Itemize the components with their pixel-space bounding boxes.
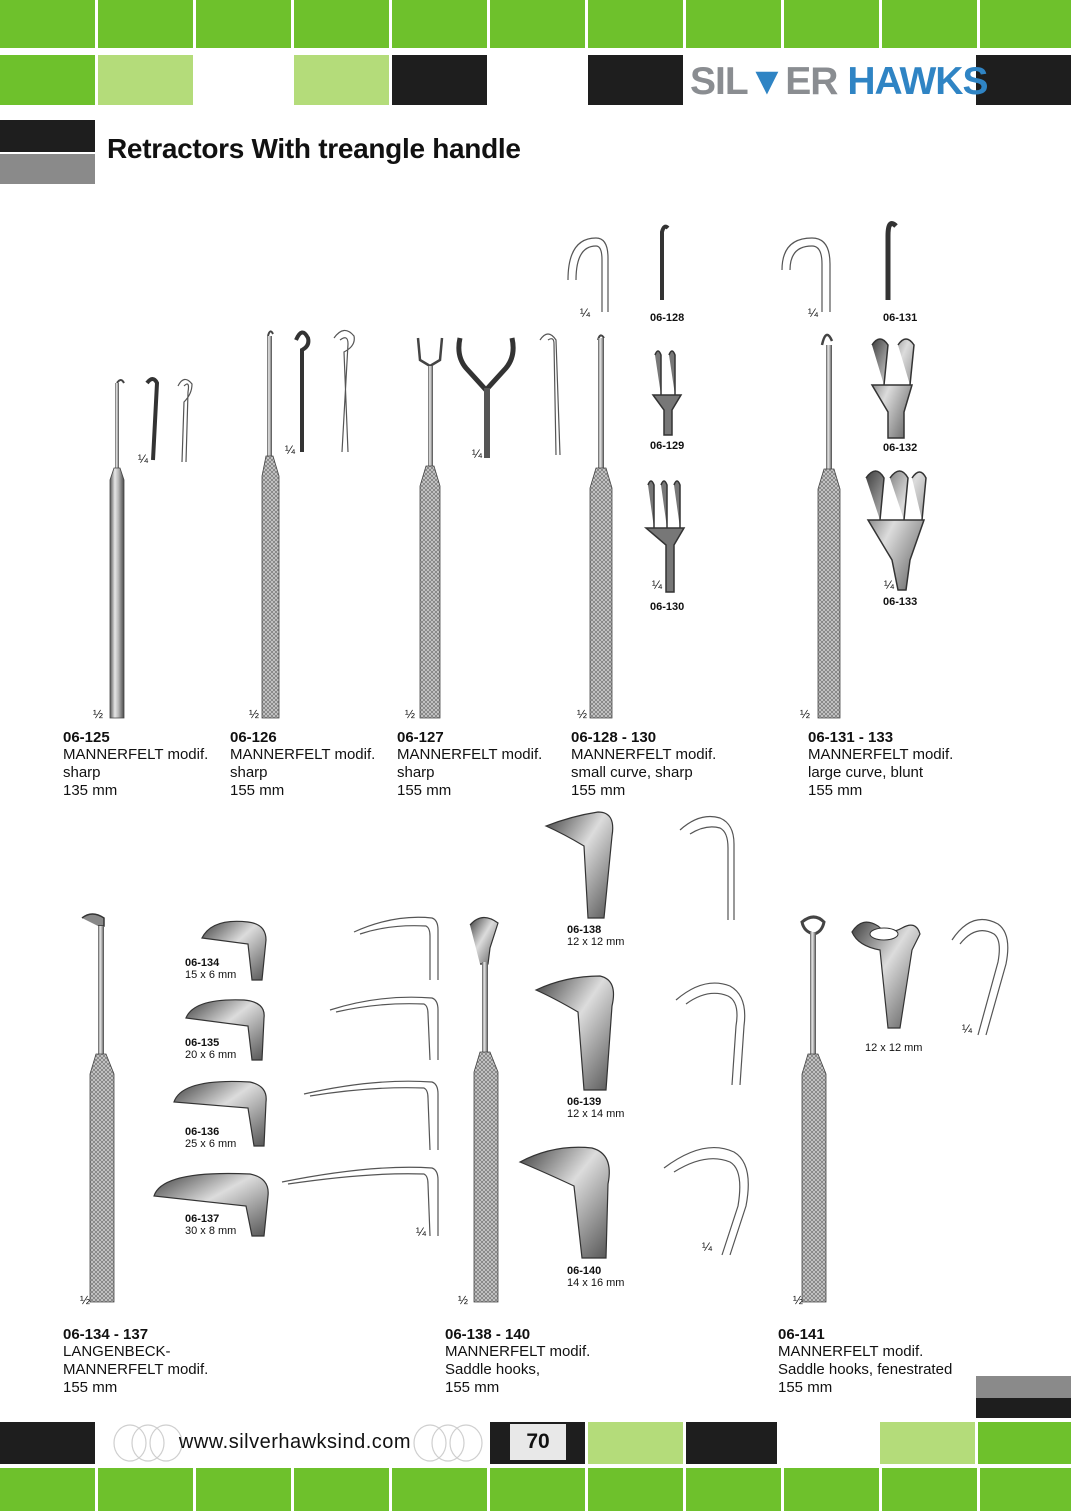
product-code: 06-138 - 140 [445,1326,531,1343]
product-detail: large curve, blunt [808,764,924,781]
page-title: Retractors With treangle handle [107,133,521,164]
variant-code: 06-134 [185,957,220,969]
scale-label: ½ [80,1293,91,1307]
product-detail: small curve, sharp [571,764,693,781]
variant-size: 25 x 6 mm [185,1138,237,1150]
product-detail: sharp [230,764,268,781]
product-detail: sharp [63,764,101,781]
scale-label: ¼ [285,443,296,457]
product-name: MANNERFELT modif. [445,1343,591,1360]
scale-label: ¼ [808,306,819,320]
page-number: 70 [510,1424,566,1460]
product-name: MANNERFELT modif. [778,1343,924,1360]
variant-code: 06-138 [567,924,602,936]
tip-label: 06-131 [883,312,918,324]
variant-size: 12 x 14 mm [567,1108,625,1120]
scale-label: ½ [458,1293,469,1307]
product-code: 06-134 - 137 [63,1326,149,1343]
tip-label: 06-129 [650,440,685,452]
brand-logo-part1: SIL [690,60,748,103]
footer-website-link[interactable]: www.silverhawksind.com [178,1431,412,1453]
variant-code: 06-135 [185,1037,220,1049]
variant-code: 06-139 [567,1096,602,1108]
variant-size: 30 x 8 mm [185,1225,237,1237]
scale-label: ½ [793,1293,804,1307]
product-length: 155 mm [445,1379,500,1396]
product-code: 06-127 [397,729,444,746]
product-detail: MANNERFELT modif. [63,1361,209,1378]
product-length: 155 mm [778,1379,833,1396]
variant-size: 15 x 6 mm [185,969,237,981]
tip-label: 06-132 [883,442,918,454]
scale-label: ½ [93,707,104,721]
product-code: 06-131 - 133 [808,729,894,746]
product-length: 135 mm [63,782,118,799]
tip-label: 06-128 [650,312,685,324]
product-name: MANNERFELT modif. [63,746,209,763]
product-name: MANNERFELT modif. [397,746,543,763]
product-code: 06-125 [63,729,110,746]
tip-label: 06-130 [650,601,685,613]
product-length: 155 mm [63,1379,118,1396]
scale-label: ¼ [416,1225,427,1239]
scale-label: ¼ [962,1022,973,1036]
product-name: MANNERFELT modif. [230,746,376,763]
scale-label: ½ [405,707,416,721]
product-code: 06-141 [778,1326,825,1343]
logo-bird-icon: ▼ [747,60,786,103]
product-detail: sharp [397,764,435,781]
tip-label: 06-133 [883,596,918,608]
scale-label: ¼ [580,306,591,320]
scale-label: ¼ [652,578,663,592]
product-detail: Saddle hooks, fenestrated [778,1361,953,1378]
scale-label: ¼ [884,578,895,592]
scale-label: ¼ [138,452,149,466]
product-length: 155 mm [571,782,626,799]
scale-label: ½ [249,707,260,721]
product-name: MANNERFELT modif. [808,746,954,763]
scale-label: ¼ [472,447,483,461]
brand-logo-part3: HAWKS [847,60,988,103]
product-length: 155 mm [808,782,863,799]
fenestrated-size: 12 x 12 mm [865,1042,923,1054]
product-name: MANNERFELT modif. [571,746,717,763]
product-length: 155 mm [397,782,452,799]
product-code: 06-128 - 130 [571,729,657,746]
brand-logo-part2: ER [785,60,838,103]
variant-code: 06-140 [567,1265,602,1277]
variant-size: 12 x 12 mm [567,936,625,948]
variant-code: 06-137 [185,1213,220,1225]
variant-size: 20 x 6 mm [185,1049,237,1061]
scale-label: ¼ [702,1240,713,1254]
product-detail: Saddle hooks, [445,1361,541,1378]
scale-label: ½ [800,707,811,721]
product-name: LANGENBECK- [63,1343,171,1360]
scale-label: ½ [577,707,588,721]
product-length: 155 mm [230,782,285,799]
variant-size: 14 x 16 mm [567,1277,625,1289]
variant-code: 06-136 [185,1126,220,1138]
product-code: 06-126 [230,729,277,746]
